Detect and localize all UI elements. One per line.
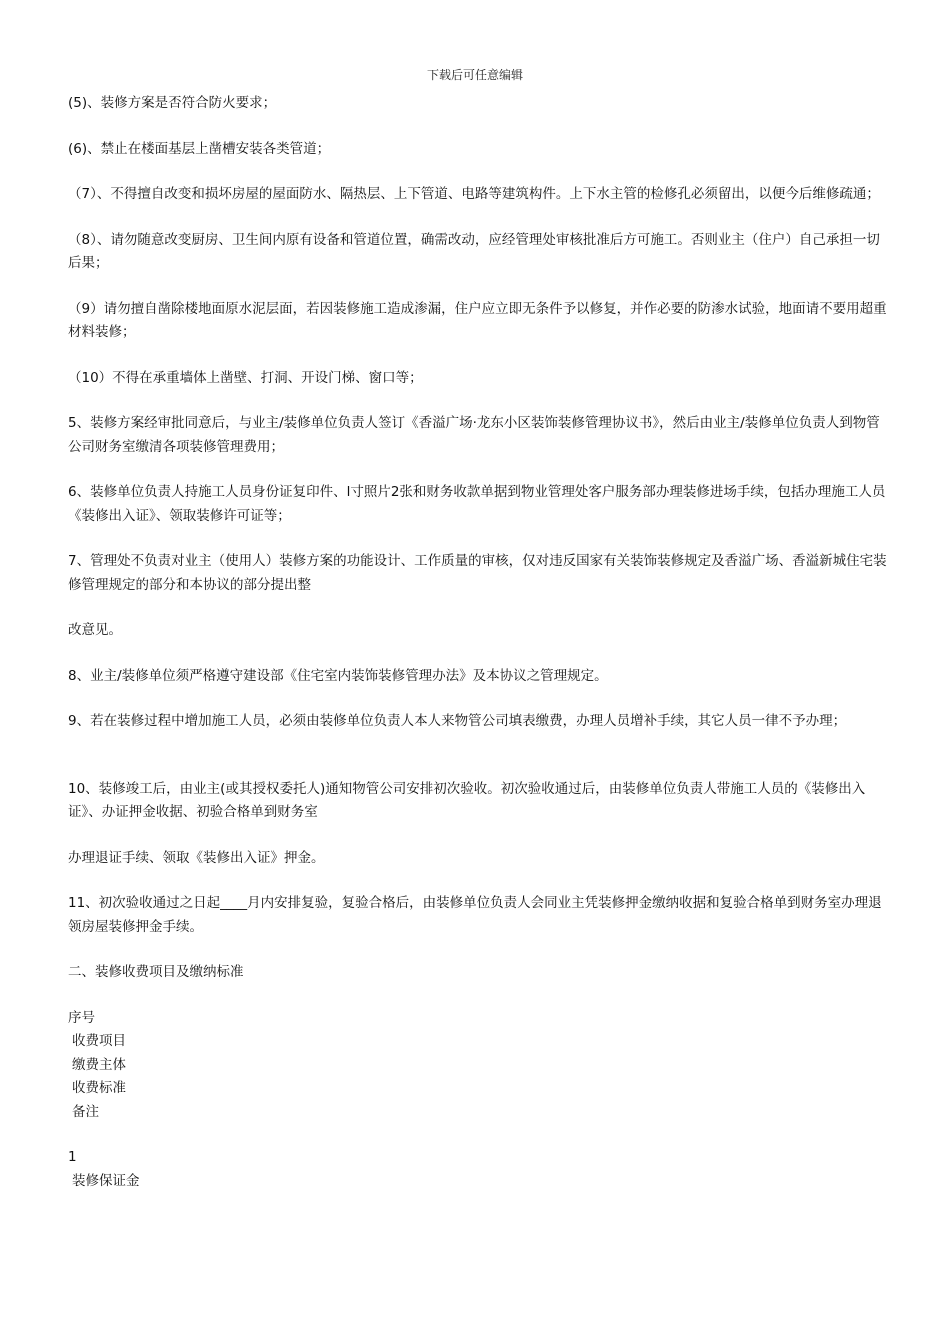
fee-table-header: [68, 1007, 890, 1125]
paragraph-item-8: （8）、请勿随意改变厨房、卫生间内原有设备和管道位置，确需改动，应经管理处审核批准后方可施工。否则业主（住户）自己承担一切后果；: [68, 231, 880, 271]
paragraph-clause-9: 9、若在装修过程中增加施工人员，必须由装修单位负责人本人来物管公司填表缴费，办理人员增补手续，其它人员一律不予办理；: [68, 713, 847, 729]
table-header-cell: 收费项目: [72, 1033, 126, 1049]
table-header-cell: 序号: [68, 1009, 95, 1026]
paragraph-clause-6: 6、装修单位负责人持施工人员身份证复印件、l寸照片2张和财务收款单据到物业管理处客户服务部办理装修进场手续，包括办理施工人员《装修出入证》、领取装修许可证等；: [68, 484, 886, 524]
table-header-cell: 收费标准: [72, 1080, 126, 1096]
paragraph-clause-5: 5、装修方案经审批同意后，与业主/装修单位负责人签订《香溢广场·龙东小区装饰装修管理协议书》，然后由业主/装修单位负责人到物管公司财务室缴清各项装修管理费用；: [68, 415, 880, 455]
table-header-cell: 备注: [72, 1103, 99, 1120]
paragraph-clause-7: 7、管理处不负责对业主（使用人）装修方案的功能设计、工作质量的审核，仅对违反国家有关装饰装修规定及香溢广场、香溢新城住宅装修管理规定的部分和本协议的部分提出整: [68, 553, 887, 593]
table-cell: 装修保证金: [72, 1172, 140, 1189]
table-cell: 1: [68, 1149, 77, 1165]
paragraph-clause-10-continued: 办理退证手续、领取《装修出入证》押金。: [68, 849, 325, 866]
paragraph-item-5: (5)、装修方案是否符合防火要求；: [68, 95, 277, 111]
table-row: [68, 1146, 890, 1193]
page-header: 下载后可任意编辑: [426, 68, 523, 82]
document-body: [68, 92, 890, 1215]
table-header-cell: 缴费主体: [72, 1056, 126, 1073]
section-title: 二、装修收费项目及缴纳标准: [68, 964, 244, 980]
paragraph-item-10: （10）不得在承重墙体上凿壁、打洞、开设门梯、窗口等；: [68, 369, 423, 386]
paragraph-item-6: (6)、禁止在楼面基层上凿槽安装各类管道；: [68, 140, 331, 157]
paragraph-clause-11: 11、初次验收通过之日起____月内安排复验，复验合格后，由装修单位负责人会同业主凭装修押金缴纳收据和复验合格单到财务室办理退领房屋装修押金手续。: [68, 895, 882, 935]
paragraph-clause-8: 8、业主/装修单位须严格遵守建设部《住宅室内装饰装修管理办法》及本协议之管理规定。: [68, 667, 608, 684]
paragraph-item-9: （9）请勿擅自凿除楼地面原水泥层面，若因装修施工造成渗漏，住户应立即无条件予以修复，并作必要的防渗水试验，地面请不要用超重材料装修；: [68, 300, 887, 340]
paragraph-item-7: （7）、不得擅自改变和损坏房屋的屋面防水、隔热层、上下管道、电路等建筑构件。上下水主管的检修孔必须留出，以便今后维修疏通；: [68, 186, 880, 202]
paragraph-clause-10: 10、装修竣工后，由业主(或其授权委托人)通知物管公司安排初次验收。初次验收通过后，由装修单位负责人带施工人员的《装修出入证》、办证押金收据、初验合格单到财务室: [68, 780, 866, 820]
paragraph-clause-7-continued: 改意见。: [68, 622, 122, 638]
